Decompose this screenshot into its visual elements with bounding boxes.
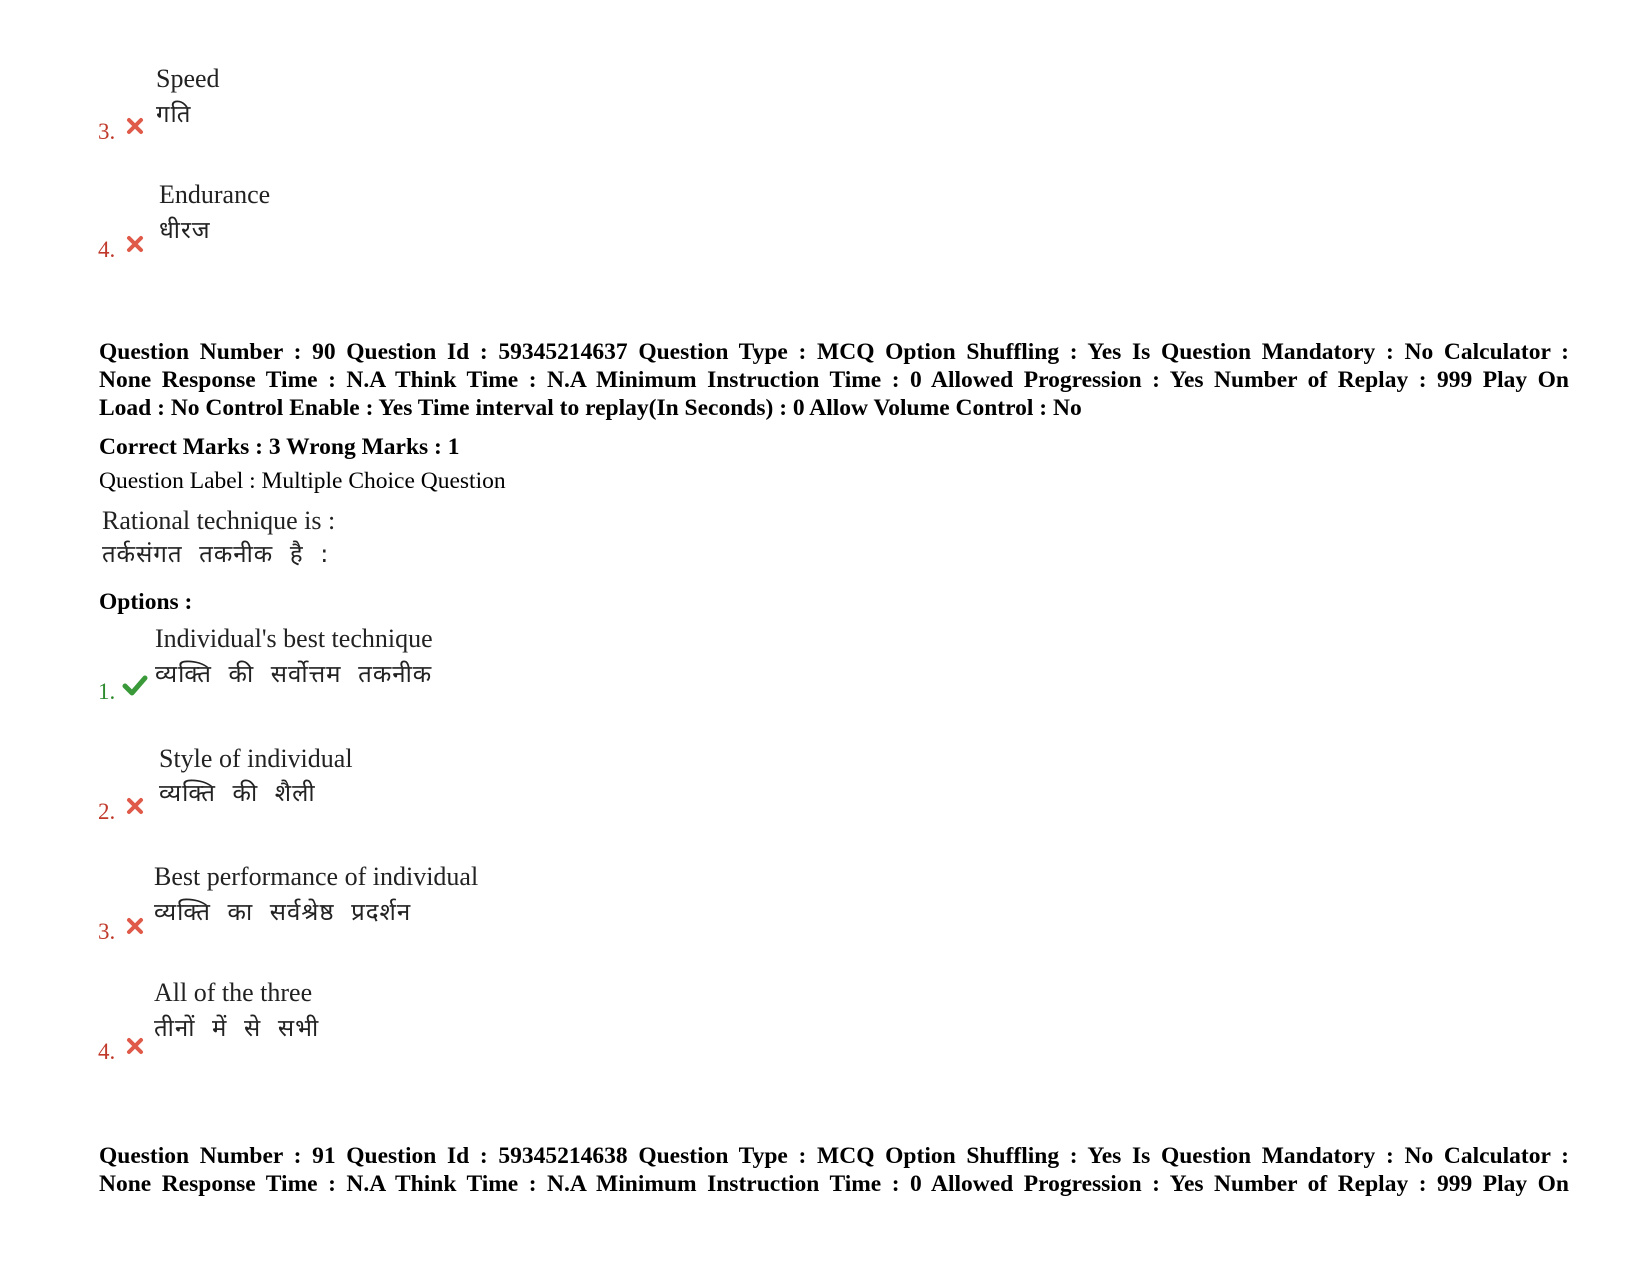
question-meta-line: Question Number : 91 Question Id : 59345214638 Question Type : MCQ Option Shuffling : Yes Is Question Mandatory : No Calculator : bbox=[99, 1143, 1569, 1169]
option-number: 4. bbox=[98, 237, 116, 262]
question-marks: Correct Marks : 3 Wrong Marks : 1 bbox=[99, 434, 460, 460]
option-english: Best performance of individual bbox=[154, 862, 479, 891]
option-english: All of the three bbox=[154, 978, 313, 1007]
cross-icon bbox=[124, 795, 146, 817]
option-number: 4. bbox=[98, 1039, 116, 1064]
cross-icon bbox=[124, 915, 146, 937]
option-hindi: व्यक्ति का सर्वश्रेष्ठ प्रदर्शन bbox=[154, 898, 412, 926]
question-text-english: Rational technique is : bbox=[102, 506, 336, 535]
cross-icon bbox=[124, 233, 146, 255]
option-number: 3. bbox=[98, 919, 116, 944]
option-english: Endurance bbox=[159, 180, 271, 209]
option-hindi: व्यक्ति की सर्वोत्तम तकनीक bbox=[155, 660, 433, 688]
option-english: Style of individual bbox=[159, 744, 353, 773]
question-meta-line: Question Number : 90 Question Id : 59345214637 Question Type : MCQ Option Shuffling : Yes Is Question Mandatory : No Calculator : bbox=[99, 339, 1569, 365]
question-meta-line: Load : No Control Enable : Yes Time interval to replay(In Seconds) : 0 Allow Volume Control : No bbox=[99, 395, 1082, 421]
option-hindi: तीनों में से सभी bbox=[154, 1014, 320, 1042]
option-hindi: धीरज bbox=[159, 216, 211, 244]
cross-icon bbox=[124, 1035, 146, 1057]
option-english: Speed bbox=[156, 64, 220, 93]
option-english: Individual's best technique bbox=[155, 624, 433, 653]
option-hindi: गति bbox=[156, 100, 192, 128]
option-number: 2. bbox=[98, 799, 116, 824]
question-meta-line: None Response Time : N.A Think Time : N.A Minimum Instruction Time : 0 Allowed Progression : Yes Number of Replay : 999 Play On bbox=[99, 1171, 1569, 1197]
question-label: Question Label : Multiple Choice Question bbox=[99, 468, 506, 494]
check-icon bbox=[122, 674, 148, 696]
options-label: Options : bbox=[99, 589, 193, 615]
option-number: 3. bbox=[98, 119, 116, 144]
question-text-hindi: तर्कसंगत तकनीक है : bbox=[102, 540, 330, 568]
question-meta-line: None Response Time : N.A Think Time : N.A Minimum Instruction Time : 0 Allowed Progression : Yes Number of Replay : 999 Play On bbox=[99, 367, 1569, 393]
cross-icon bbox=[124, 115, 146, 137]
option-number: 1. bbox=[98, 679, 116, 704]
option-hindi: व्यक्ति की शैली bbox=[159, 779, 316, 807]
